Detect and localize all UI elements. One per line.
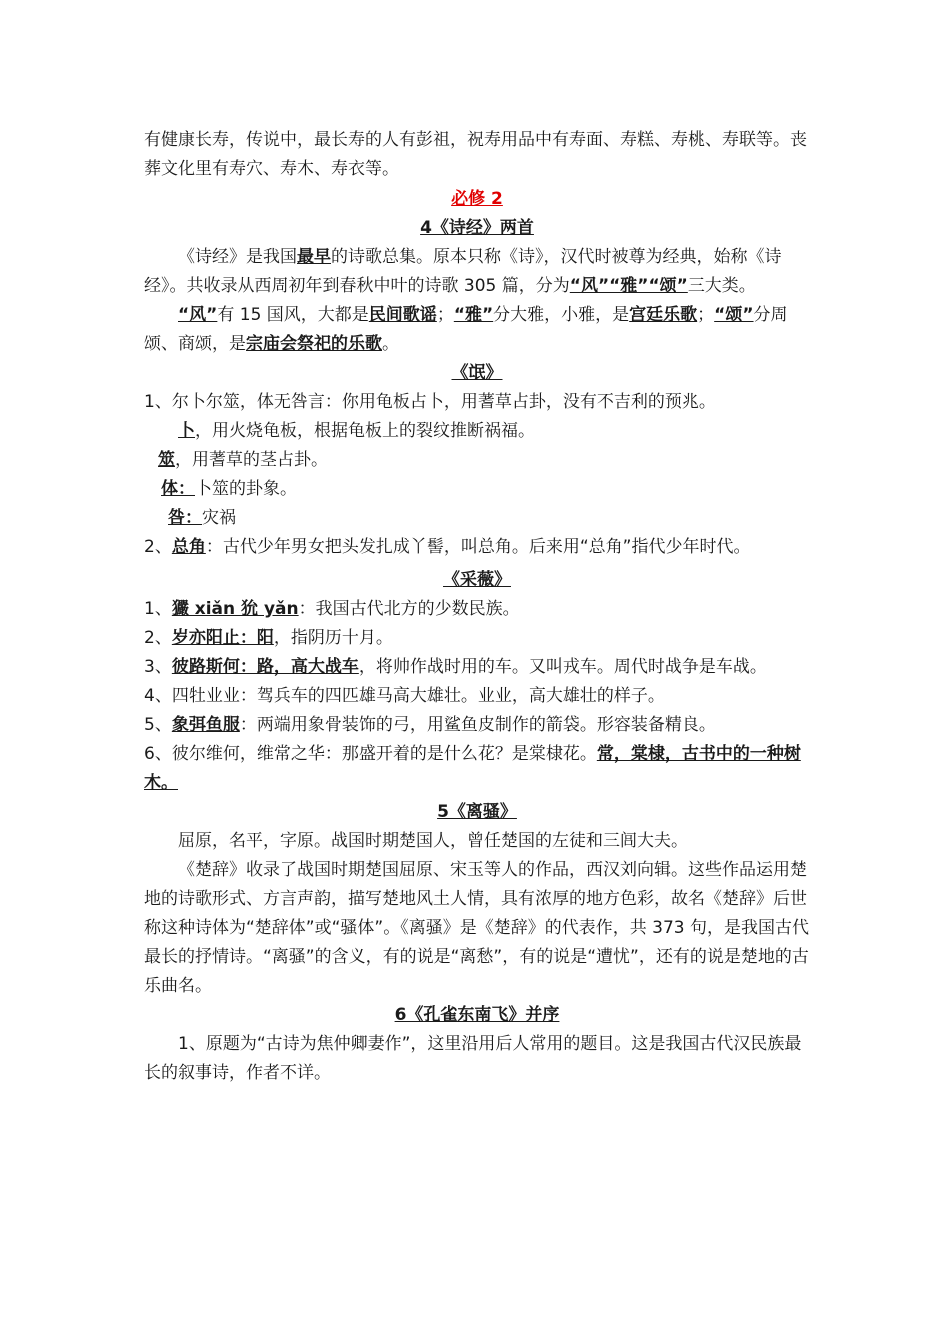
caiwei-item-1: 1、玁 xiǎn 狁 yǎn：我国古代北方的少数民族。: [144, 599, 520, 619]
shijing-paragraph-1: 《诗经》是我国最早的诗歌总集。原本只称《诗》，汉代时被尊为经典，始称《诗经》。共收录从西周初年到春秋中叶的诗歌 305 篇，分为“风”“雅”“颂”三大类。: [144, 247, 782, 296]
kongque-paragraph-1: 1、原题为“古诗为焦仲卿妻作”，这里沿用后人常用的题目。这是我国古代汉民族最长的叙事诗，作者不详。: [144, 1034, 802, 1083]
shijing-title: 4《诗经》两首: [420, 218, 534, 238]
kongque-title: 6《孔雀东南飞》并序: [394, 1005, 560, 1025]
mang-ti-line: 体：卜筮的卦象。: [161, 479, 297, 499]
caiwei-item-2: 2、岁亦阳止：阳，指阴历十月。: [144, 628, 393, 648]
mang-item-1: 1、尔卜尔筮，体无咎言：你用龟板占卜，用蓍草占卦，没有不吉利的预兆。: [144, 392, 716, 412]
caiwei-item-4: 4、四牡业业：驾兵车的四匹雄马高大雄壮。业业，高大雄壮的样子。: [144, 686, 665, 706]
section-heading: [144, 185, 810, 214]
mang-title: 《氓》: [451, 363, 503, 383]
caiwei-title: 《采薇》: [443, 570, 511, 590]
intro-paragraph: 有健康长寿，传说中，最长寿的人有彭祖，祝寿用品中有寿面、寿糕、寿桃、寿联等。丧葬文化里有寿穴、寿木、寿衣等。: [144, 130, 807, 179]
lisao-title: 5《离骚》: [437, 802, 517, 822]
mang-item-2: 2、总角：古代少年男女把头发扎成丫髻，叫总角。后来用“总角”指代少年时代。: [144, 537, 751, 557]
mang-bu-line: 卜，用火烧龟板，根据龟板上的裂纹推断祸福。: [178, 421, 535, 441]
section-title: 必修 2: [451, 189, 503, 209]
mang-shi-line: 筮，用蓍草的茎占卦。: [158, 450, 328, 470]
lisao-paragraph-1: 屈原，名平，字原。战国时期楚国人，曾任楚国的左徒和三闾大夫。: [178, 831, 688, 851]
caiwei-item-3: 3、彼路斯何：路，高大战车，将帅作战时用的车。又叫戎车。周代时战争是车战。: [144, 657, 767, 677]
document-page: [144, 126, 810, 1088]
lisao-heading: [144, 798, 810, 827]
caiwei-item-6: 6、彼尔维何，维常之华：那盛开着的是什么花？是棠棣花。常，棠棣，古书中的一种树木。: [144, 744, 801, 793]
shijing-paragraph-2: “风”有 15 国风，大都是民间歌谣；“雅”分大雅，小雅，是宫廷乐歌；“颂”分周颂、商颂，是宗庙会祭祀的乐歌。: [144, 305, 788, 354]
caiwei-item-5: 5、象弭鱼服：两端用象骨装饰的弓，用鲨鱼皮制作的箭袋。形容装备精良。: [144, 715, 716, 735]
kongque-heading: [144, 1001, 810, 1030]
mang-heading: [144, 359, 810, 388]
shijing-heading: [144, 214, 810, 243]
mang-jiu-line: 咎：灾祸: [168, 508, 236, 528]
lisao-paragraph-2: 《楚辞》收录了战国时期楚国屈原、宋玉等人的作品，西汉刘向辑。这些作品运用楚地的诗歌形式、方言声韵，描写楚地风土人情，具有浓厚的地方色彩，故名《楚辞》后世称这种诗体为“楚辞体”或“骚体”。《离骚》是《楚辞》的代表作，共 373 句，是我国古代最长的抒情诗。“离骚”的含义，有的说是“离愁”，有的说是“遭忧”，还有的说是楚地的古乐曲名。: [144, 860, 809, 996]
caiwei-heading: [144, 566, 810, 595]
